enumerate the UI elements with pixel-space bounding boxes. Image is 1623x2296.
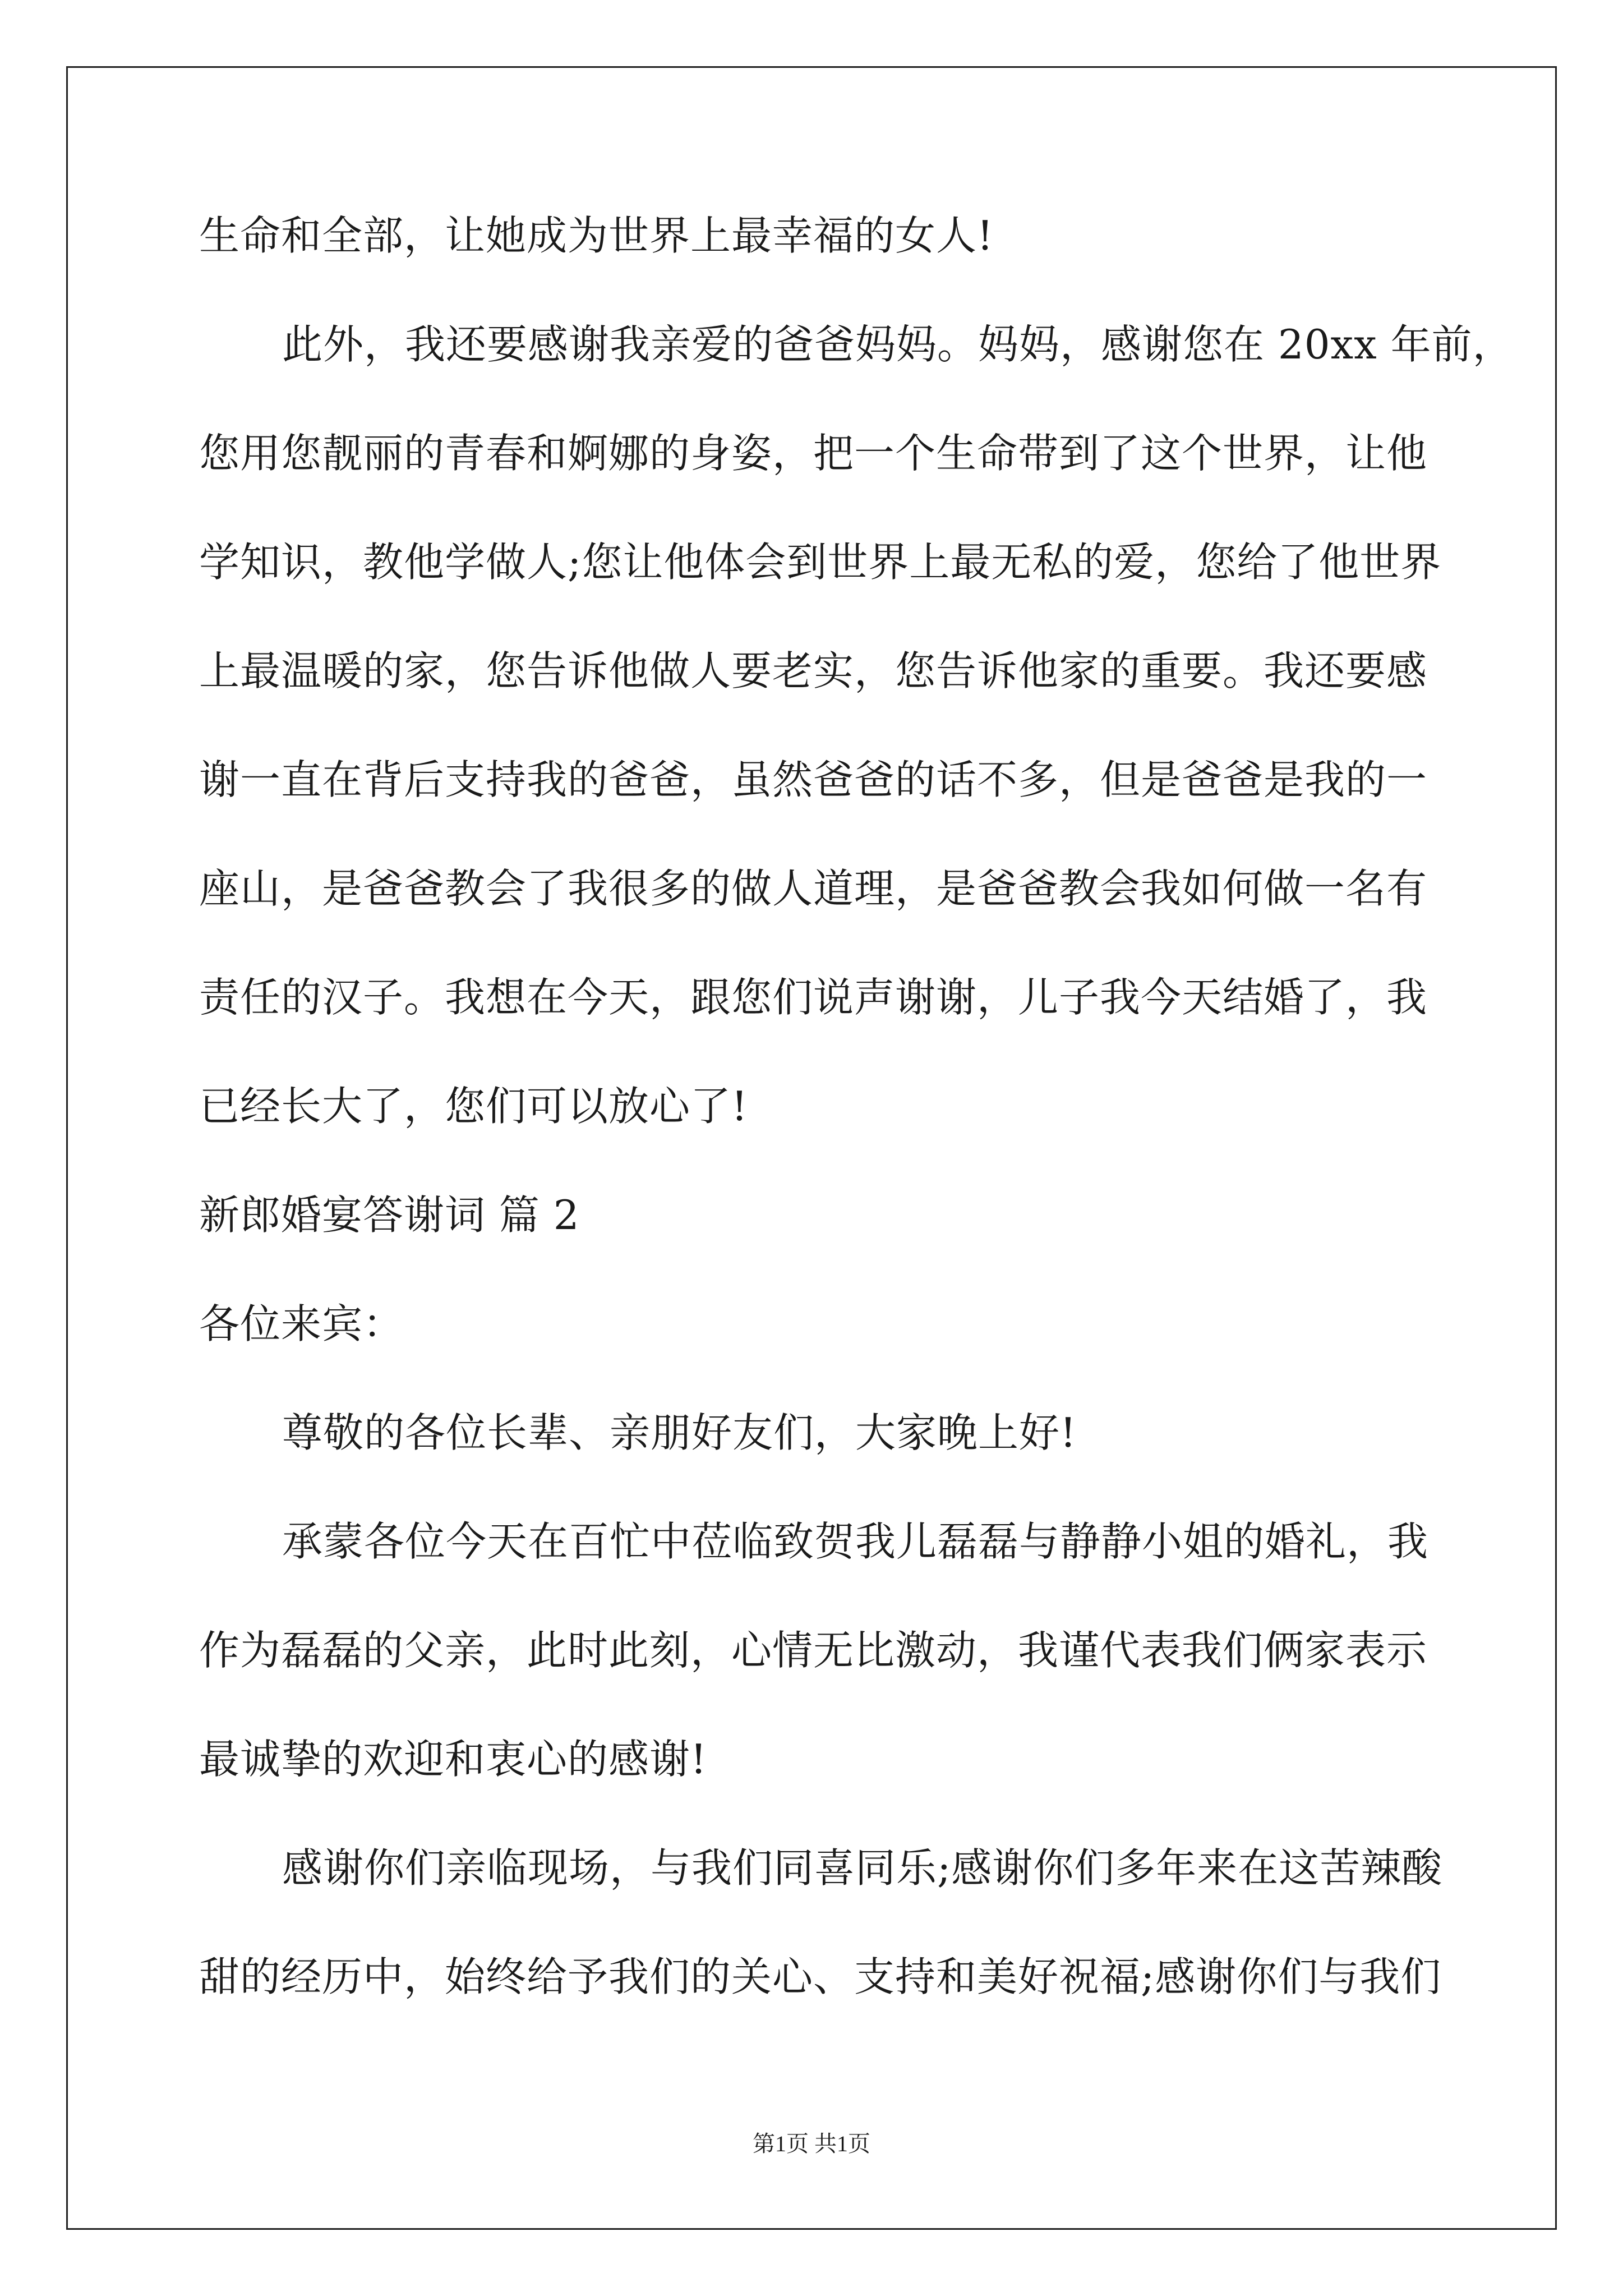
text-line: 感谢你们亲临现场，与我们同喜同乐;感谢你们多年来在这苦辣酸 [282,1844,1443,1892]
text-line: 学知识，教他学做人;您让他体会到世界上最无私的爱，您给了他世界 [199,539,1442,586]
page-number: 第1页 共1页 [753,2131,870,2156]
text-line: 责任的汉子。我想在今天，跟您们说声谢谢，儿子我今天结婚了，我 [199,974,1428,1021]
text-line: 甜的经历中，始终给予我们的关心、支持和美好祝福;感谢你们与我们 [199,1953,1442,2000]
salutation: 各位来宾： [199,1300,404,1347]
page-border [66,66,1557,2230]
text-line: 上最温暖的家，您告诉他做人要老实，您告诉他家的重要。我还要感 [199,647,1428,694]
text-line: 已经长大了，您们可以放心了! [199,1083,748,1130]
text-line: 您用您靓丽的青春和婀娜的身姿，把一个生命带到了这个世界，让他 [199,430,1428,477]
text-line: 作为磊磊的父亲，此时此刻，心情无比激动，我谨代表我们俩家表示 [199,1627,1428,1674]
text-line: 谢一直在背后支持我的爸爸，虽然爸爸的话不多，但是爸爸是我的一 [199,756,1428,803]
text-line: 此外，我还要感谢我亲爱的爸爸妈妈。妈妈，感谢您在 20xx 年前， [282,321,1514,368]
text-line: 生命和全部，让她成为世界上最幸福的女人! [199,212,994,259]
section-heading: 新郎婚宴答谢词 篇 2 [199,1191,580,1239]
text-line: 座山，是爸爸教会了我很多的做人道理，是爸爸教会我如何做一名有 [199,865,1428,912]
text-line: 尊敬的各位长辈、亲朋好友们，大家晚上好! [282,1409,1077,1456]
text-line: 承蒙各位今天在百忙中莅临致贺我儿磊磊与静静小姐的婚礼，我 [282,1518,1429,1565]
text-line: 最诚挚的欢迎和衷心的感谢! [199,1736,707,1783]
